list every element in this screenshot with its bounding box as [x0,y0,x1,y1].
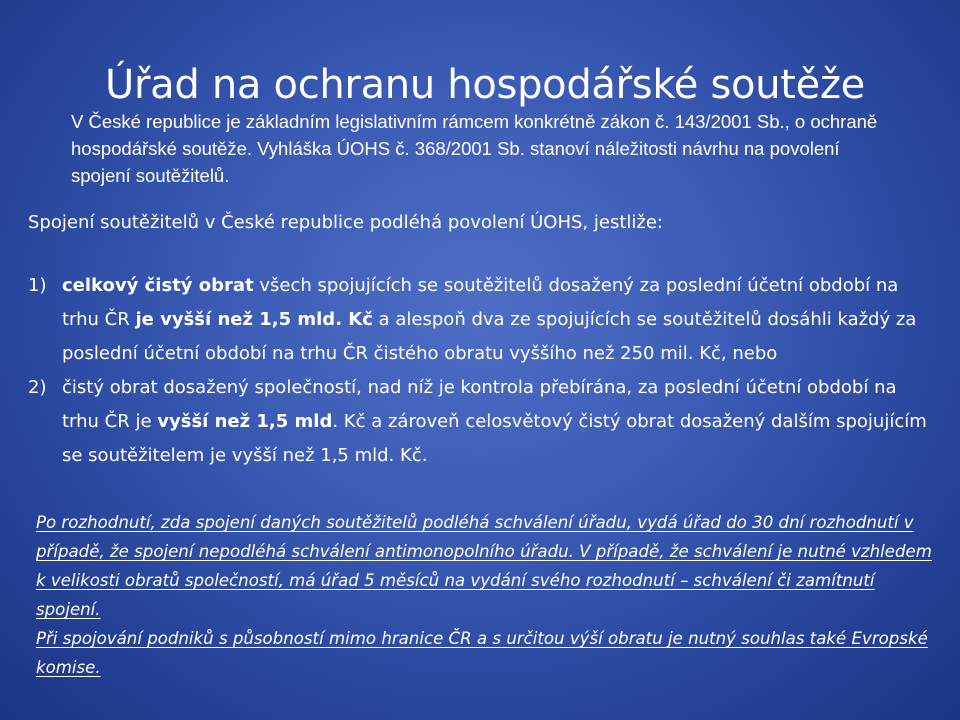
bold-text: celkový čistý obrat [62,275,254,296]
list-number: 1) [28,275,47,296]
conditions-lead: Spojení soutěžitelů v České republice podléhá povolení ÚOHS, jestliže: [28,212,663,233]
bold-text: vyšší než 1,5 mld [157,411,333,432]
slide-title: Úřad na ochranu hospodářské soutěže [105,61,865,108]
note-paragraph: Po rozhodnutí, zda spojení daných soutěžitelů podléhá schválení úřadu, vydá úřad do 30 dní rozhodnutí v případě, že spojení nepodléhá schválení antimonopolního úřadu. V případě, že schválení je nutné vzhledem k velikosti obratů společností, má úřad 5 měsíců na vydání svého rozhodnutí – schválení či zamítnutí spojení. [36,513,932,619]
note-paragraph: Při spojování podniků s působností mimo hranice ČR a s určitou výší obratu je nutný souhlas také Evropské komise. [36,629,928,677]
condition-item [28,371,933,473]
condition-item [28,269,933,371]
list-number: 2) [28,377,47,398]
condition-text: všech spojujících se soutěžitelů dosažený za poslední účetní období na trhu ČR [62,275,899,330]
conditions-list [28,269,933,473]
intro-paragraph: V České republice je základním legislativním rámcem konkrétně zákon č. 143/2001 Sb., o ochraně hospodářské soutěže. Vyhláška ÚOHS č. 368/2001 Sb. stanoví náležitosti návrhu na povolení spojení soutěžitelů. [71,111,878,186]
condition-text: . Kč a zároveň celosvětový čistý obrat dosažený dalším spojujícím se soutěžitelem je vyšší než 1,5 mld. Kč. [62,411,927,466]
note-block [36,508,941,682]
condition-text: čistý obrat dosažený společností, nad níž je kontrola přebírána, za poslední účetní období na trhu ČR je [62,377,897,432]
condition-text: a alespoň dva ze spojujících se soutěžitelů dosáhli každý za poslední účetní období na trhu ČR čistého obratu vyššího než 250 mil. Kč, nebo [62,309,917,364]
bold-text: je vyšší než 1,5 mld. Kč [135,309,373,330]
